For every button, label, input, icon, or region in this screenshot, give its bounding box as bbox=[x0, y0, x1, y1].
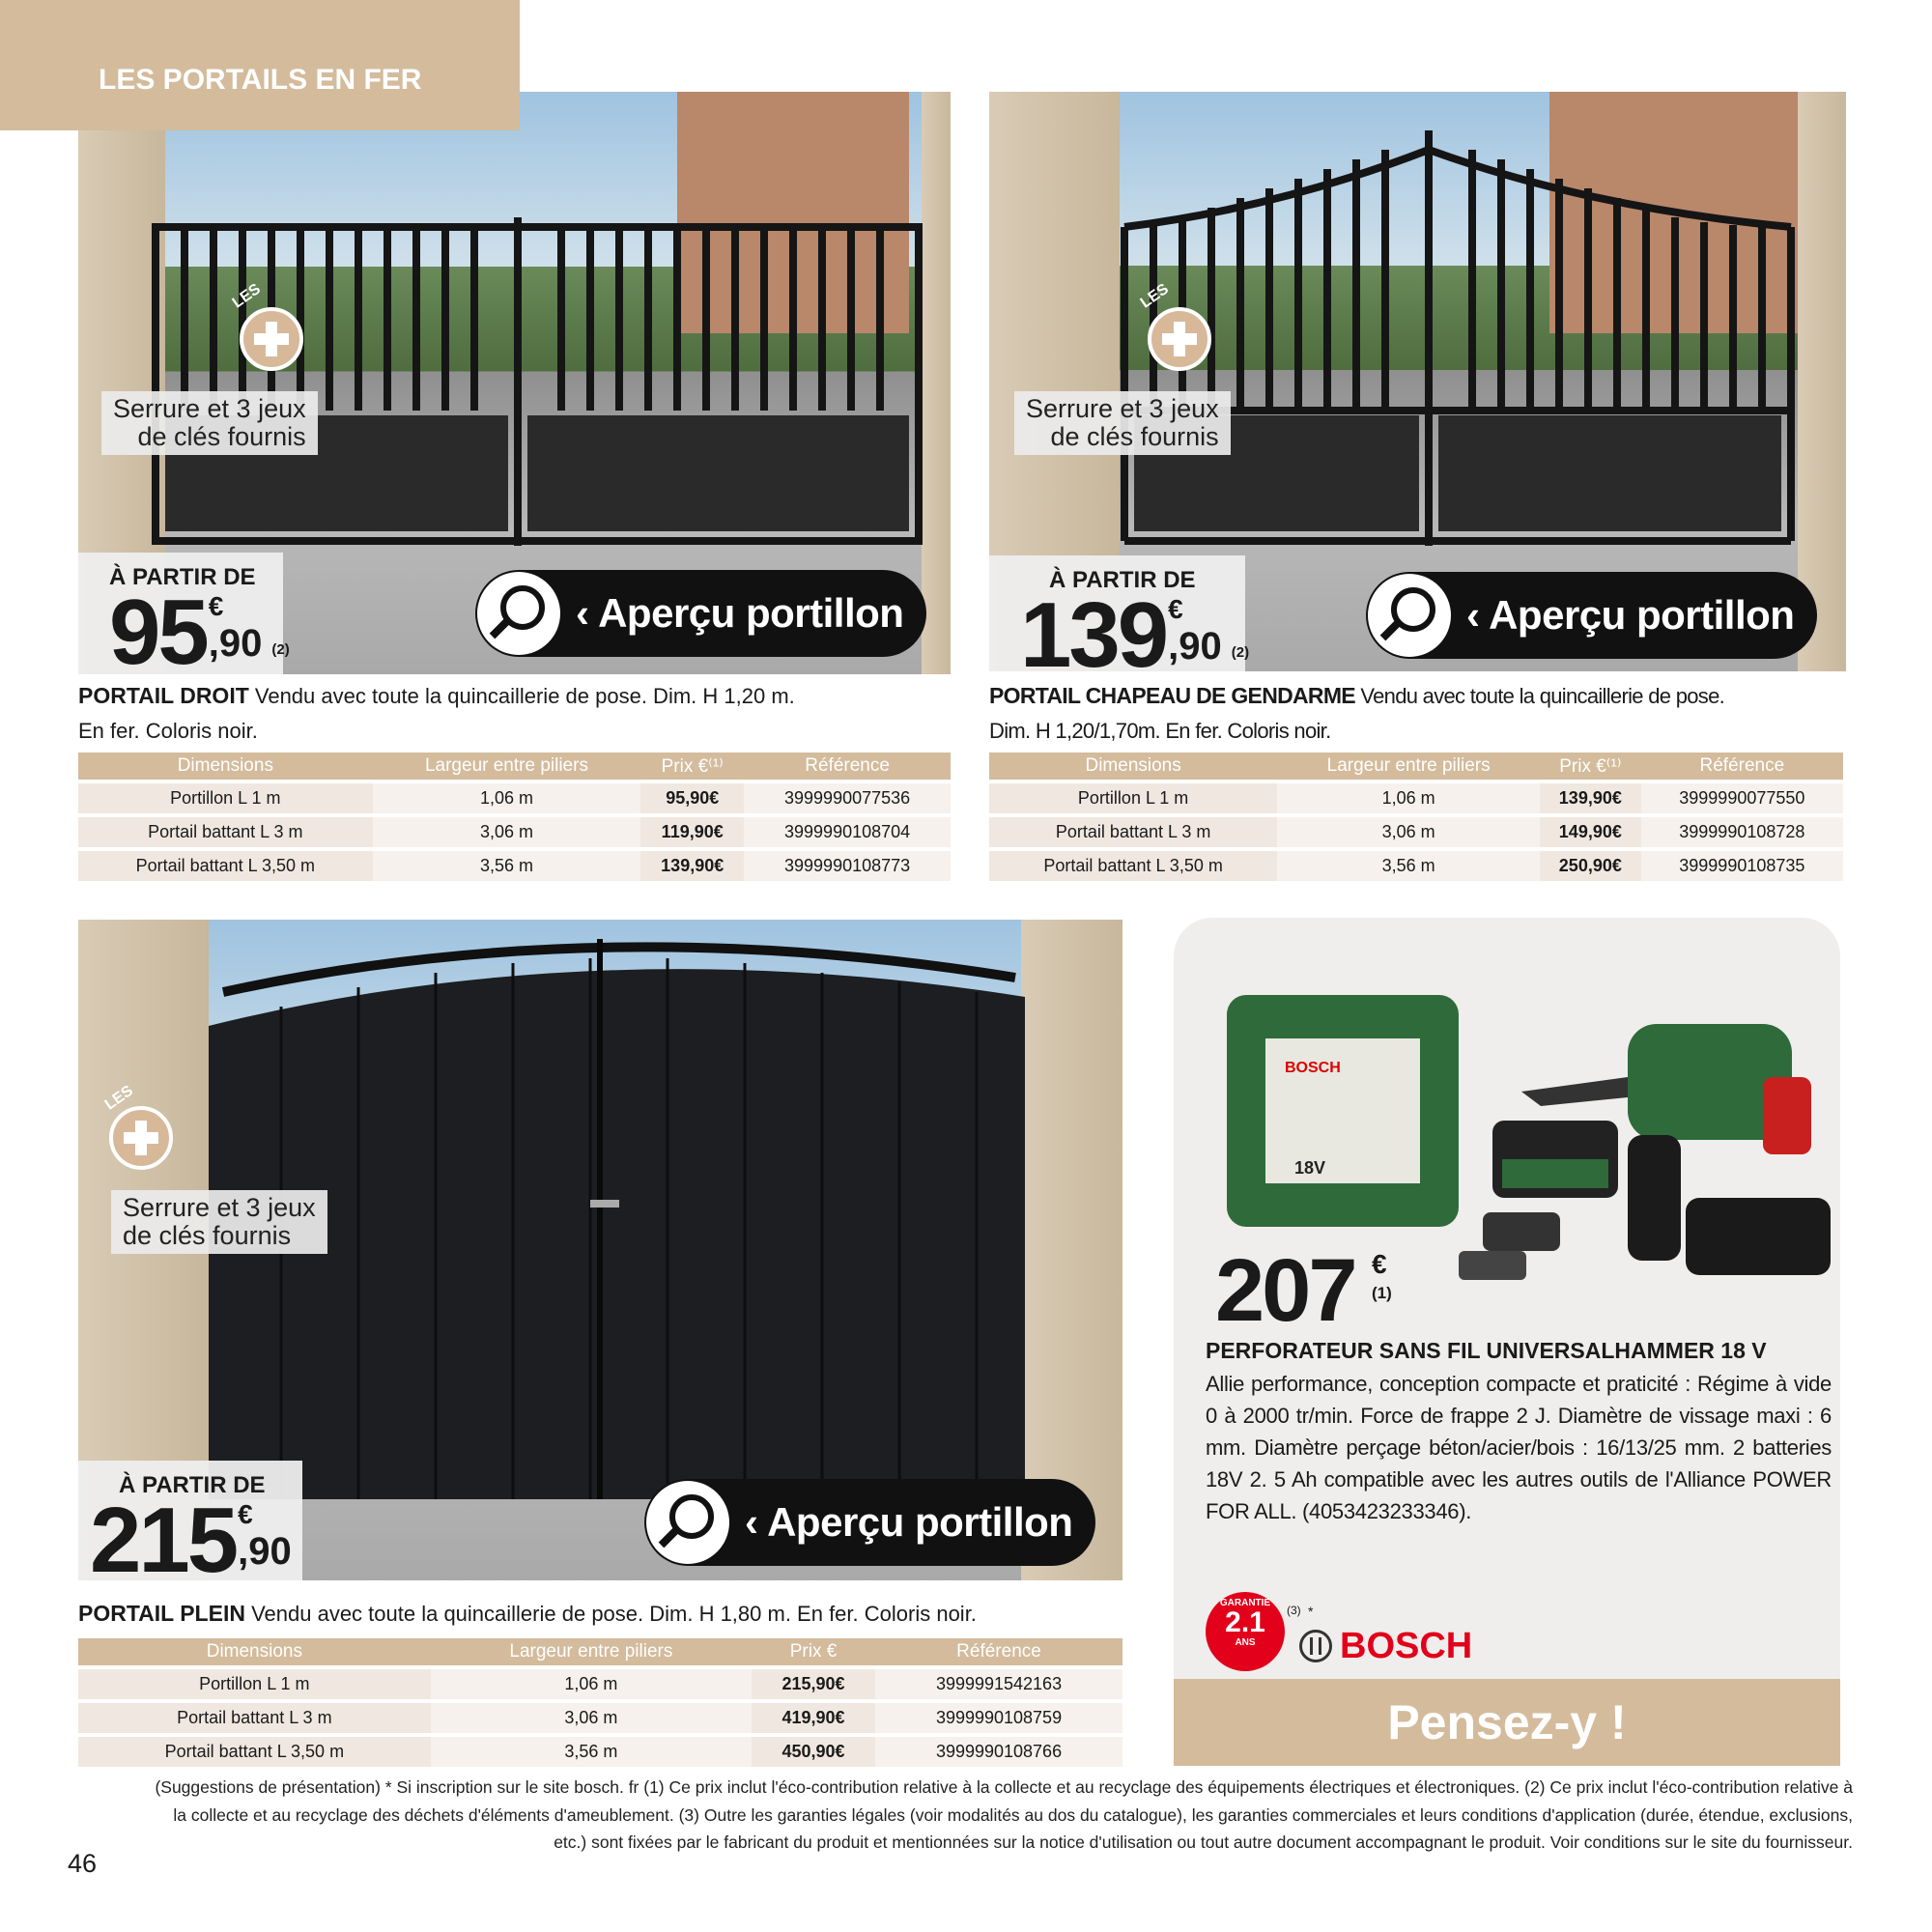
table-cell: 149,90€ bbox=[1540, 817, 1641, 847]
apercu-label: ‹ Aperçu portillon bbox=[576, 590, 904, 636]
table-cell: 139,90€ bbox=[1540, 783, 1641, 813]
star: * bbox=[1308, 1604, 1314, 1619]
product-description bbox=[78, 678, 951, 749]
section-tag: LES PORTAILS EN FER bbox=[0, 0, 520, 130]
table-row bbox=[989, 851, 1843, 881]
column-header: Largeur entre piliers bbox=[431, 1638, 752, 1665]
from-label: À PARTIR DE bbox=[119, 1472, 266, 1498]
column-header: Référence bbox=[1641, 753, 1843, 780]
perk-line2: de clés fournis bbox=[137, 422, 306, 451]
column-header: Dimensions bbox=[78, 753, 373, 780]
page-number: 46 bbox=[68, 1849, 98, 1878]
table-cell: Portail battant L 3 m bbox=[78, 817, 373, 847]
price-cents: ,90 bbox=[208, 622, 263, 665]
table-row bbox=[989, 817, 1843, 847]
table-header bbox=[78, 1638, 1122, 1665]
desc-text: Vendu avec toute la quincaillerie de pose. Dim. H 1,20 m. bbox=[248, 684, 795, 708]
apercu-portillon-button[interactable] bbox=[475, 570, 926, 657]
garantie-label: GARANTIE bbox=[1219, 1598, 1271, 1608]
table-cell: 3,56 m bbox=[431, 1737, 752, 1767]
les-label: LES bbox=[101, 1082, 136, 1114]
apercu-portillon-button[interactable] bbox=[644, 1479, 1095, 1566]
table-cell: 3999990108728 bbox=[1641, 817, 1843, 847]
table-cell: Portail battant L 3 m bbox=[989, 817, 1277, 847]
bosch-price bbox=[1215, 1241, 1355, 1340]
product-name: PORTAIL PLEIN bbox=[78, 1601, 245, 1626]
column-header: Largeur entre piliers bbox=[1277, 753, 1540, 780]
table-cell: 3999990108766 bbox=[875, 1737, 1122, 1767]
garantie-note: (3) bbox=[1287, 1604, 1301, 1617]
table-row bbox=[78, 851, 951, 881]
price-int: 139 bbox=[1020, 583, 1167, 687]
apercu-label: ‹ Aperçu portillon bbox=[1466, 592, 1795, 638]
table-cell: 1,06 m bbox=[431, 1669, 752, 1699]
table-cell: 3999990077550 bbox=[1641, 783, 1843, 813]
column-header: Prix €⁽¹⁾ bbox=[640, 753, 744, 780]
column-header: Dimensions bbox=[989, 753, 1277, 780]
bosch-currency bbox=[1372, 1249, 1392, 1306]
magnifier-icon bbox=[646, 1481, 729, 1564]
table-cell: 95,90€ bbox=[640, 783, 744, 813]
perk-badge bbox=[101, 391, 318, 455]
price-note: (2) bbox=[271, 641, 290, 658]
table-cell: Portail battant L 3,50 m bbox=[78, 1737, 431, 1767]
table-cell: 215,90€ bbox=[752, 1669, 875, 1699]
column-header: Largeur entre piliers bbox=[373, 753, 641, 780]
price-box bbox=[78, 553, 290, 684]
garantie-years: 2.1 bbox=[1225, 1606, 1265, 1638]
table-cell: 3999991542163 bbox=[875, 1669, 1122, 1699]
table-row bbox=[78, 817, 951, 847]
product-description bbox=[78, 1596, 1160, 1632]
table-header bbox=[78, 753, 951, 780]
table-cell: 3999990108759 bbox=[875, 1703, 1122, 1733]
magnifier-icon bbox=[477, 572, 560, 655]
table-row bbox=[78, 1669, 1122, 1699]
garantie-unit: ANS bbox=[1235, 1637, 1256, 1648]
column-header: Référence bbox=[744, 753, 951, 780]
desc-text: Vendu avec toute la quincaillerie de pose. bbox=[1354, 684, 1725, 708]
desc-text-2: Dim. H 1,20/1,70m. En fer. Coloris noir. bbox=[989, 719, 1331, 743]
table-cell: 3999990077536 bbox=[744, 783, 951, 813]
table-cell: 450,90€ bbox=[752, 1737, 875, 1767]
product-description bbox=[989, 678, 1917, 749]
table-row bbox=[78, 1737, 1122, 1767]
desc-text-2: En fer. Coloris noir. bbox=[78, 719, 258, 743]
currency: € bbox=[208, 591, 224, 621]
perk-line1: Serrure et 3 jeux bbox=[1026, 394, 1219, 423]
table-row bbox=[989, 783, 1843, 813]
pensez-y-banner: Pensez-y ! bbox=[1174, 1679, 1840, 1766]
column-header: Prix € bbox=[752, 1638, 875, 1665]
case-brand: BOSCH bbox=[1285, 1060, 1341, 1076]
plus-icon bbox=[240, 307, 303, 371]
price-int: 215 bbox=[90, 1489, 237, 1592]
price-cents: ,90 bbox=[238, 1530, 292, 1573]
perk-line1: Serrure et 3 jeux bbox=[113, 394, 306, 423]
apercu-label: ‹ Aperçu portillon bbox=[745, 1499, 1073, 1545]
perk-line2: de clés fournis bbox=[123, 1221, 292, 1250]
plus-icon bbox=[1148, 307, 1211, 371]
table-cell: 3,06 m bbox=[431, 1703, 752, 1733]
bosch-armature-icon bbox=[1299, 1630, 1332, 1662]
perk-line2: de clés fournis bbox=[1050, 422, 1219, 451]
table-header bbox=[989, 753, 1843, 780]
table-row bbox=[78, 1703, 1122, 1733]
table-cell: 3,06 m bbox=[373, 817, 641, 847]
table-cell: Portillon L 1 m bbox=[78, 1669, 431, 1699]
table-cell: 419,90€ bbox=[752, 1703, 875, 1733]
table-cell: 3999990108735 bbox=[1641, 851, 1843, 881]
price-box bbox=[78, 1461, 302, 1592]
bosch-logo bbox=[1299, 1627, 1472, 1665]
table-cell: 3,56 m bbox=[373, 851, 641, 881]
plus-icon bbox=[109, 1106, 173, 1170]
table-cell: 3,06 m bbox=[1277, 817, 1540, 847]
table-cell: 250,90€ bbox=[1540, 851, 1641, 881]
table-cell: 1,06 m bbox=[1277, 783, 1540, 813]
currency: € bbox=[1168, 594, 1183, 624]
price-box bbox=[989, 555, 1250, 687]
table-cell: Portillon L 1 m bbox=[78, 783, 373, 813]
table-row bbox=[78, 783, 951, 813]
table-cell: 1,06 m bbox=[373, 783, 641, 813]
table-cell: Portail battant L 3,50 m bbox=[78, 851, 373, 881]
desc-text: Vendu avec toute la quincaillerie de pose. Dim. H 1,80 m. En fer. Coloris noir. bbox=[244, 1602, 977, 1626]
table-cell: Portail battant L 3 m bbox=[78, 1703, 431, 1733]
price-int: 95 bbox=[109, 581, 207, 684]
apercu-portillon-button[interactable] bbox=[1366, 572, 1817, 659]
from-label: À PARTIR DE bbox=[1049, 567, 1196, 593]
case-voltage: 18V bbox=[1294, 1158, 1326, 1178]
price-int: 207 bbox=[1215, 1241, 1355, 1340]
perk-badge bbox=[1014, 391, 1231, 455]
magnifier-icon bbox=[1368, 574, 1451, 657]
table-cell: 119,90€ bbox=[640, 817, 744, 847]
table-cell: Portillon L 1 m bbox=[989, 783, 1277, 813]
garantie-badge bbox=[1206, 1592, 1285, 1671]
les-label: LES bbox=[229, 280, 264, 312]
column-header: Dimensions bbox=[78, 1638, 431, 1665]
bosch-description: Allie performance, conception compacte et praticité : Régime à vide 0 à 2000 tr/min. Force de frappe 2 J. Diamètre de vissage maxi : 6 mm. Diamètre perçage béton/acier/bois : 16/13/25 mm. 2 batteries 18V 2. 5 Ah compatible avec les autres outils de l'Alliance POWER FOR ALL. (4053423233346). bbox=[1206, 1372, 1832, 1523]
currency: € bbox=[238, 1499, 253, 1529]
brand-name: BOSCH bbox=[1340, 1626, 1473, 1666]
product-name: PORTAIL DROIT bbox=[78, 683, 249, 708]
table-cell: 3,56 m bbox=[1277, 851, 1540, 881]
price-table bbox=[78, 749, 951, 885]
price-table bbox=[78, 1634, 1122, 1771]
column-header: Référence bbox=[875, 1638, 1122, 1665]
table-cell: Portail battant L 3,50 m bbox=[989, 851, 1277, 881]
footnote: (Suggestions de présentation) * Si inscription sur le site bosch. fr (1) Ce prix inclut l'éco-contribution relative à la collecte et au recyclage des équipements électriques et électroniques. (2) Ce prix inclut l'éco-contribution relative à la collecte et au recyclage des déchets d'éléments d'ameublement. (3) Outre les garanties légales (voir modalités au dos du catalogue), les garanties commerciales et leurs conditions d'application (durée, étendue, exclusions, etc.) sont fixées par le fabricant du produit et mentionnées sur la notice d'utilisation ou tout autre document accompagnant le produit. Voir conditions sur le site du fournisseur. bbox=[155, 1777, 1853, 1852]
table-cell: 139,90€ bbox=[640, 851, 744, 881]
perk-badge bbox=[111, 1190, 327, 1254]
table-cell: 3999990108773 bbox=[744, 851, 951, 881]
price-table bbox=[989, 749, 1843, 885]
price-note: (1) bbox=[1372, 1284, 1392, 1302]
price-cents: ,90 bbox=[1168, 625, 1222, 668]
table-cell: 3999990108704 bbox=[744, 817, 951, 847]
bosch-title: PERFORATEUR SANS FIL UNIVERSALHAMMER 18 V bbox=[1206, 1338, 1767, 1363]
from-label: À PARTIR DE bbox=[109, 564, 256, 590]
column-header: Prix €⁽¹⁾ bbox=[1540, 753, 1641, 780]
product-name: PORTAIL CHAPEAU DE GENDARME bbox=[989, 683, 1355, 708]
perk-line1: Serrure et 3 jeux bbox=[123, 1193, 316, 1222]
les-label: LES bbox=[1137, 280, 1172, 312]
price-note: (2) bbox=[1231, 644, 1250, 661]
currency: € bbox=[1372, 1249, 1387, 1279]
